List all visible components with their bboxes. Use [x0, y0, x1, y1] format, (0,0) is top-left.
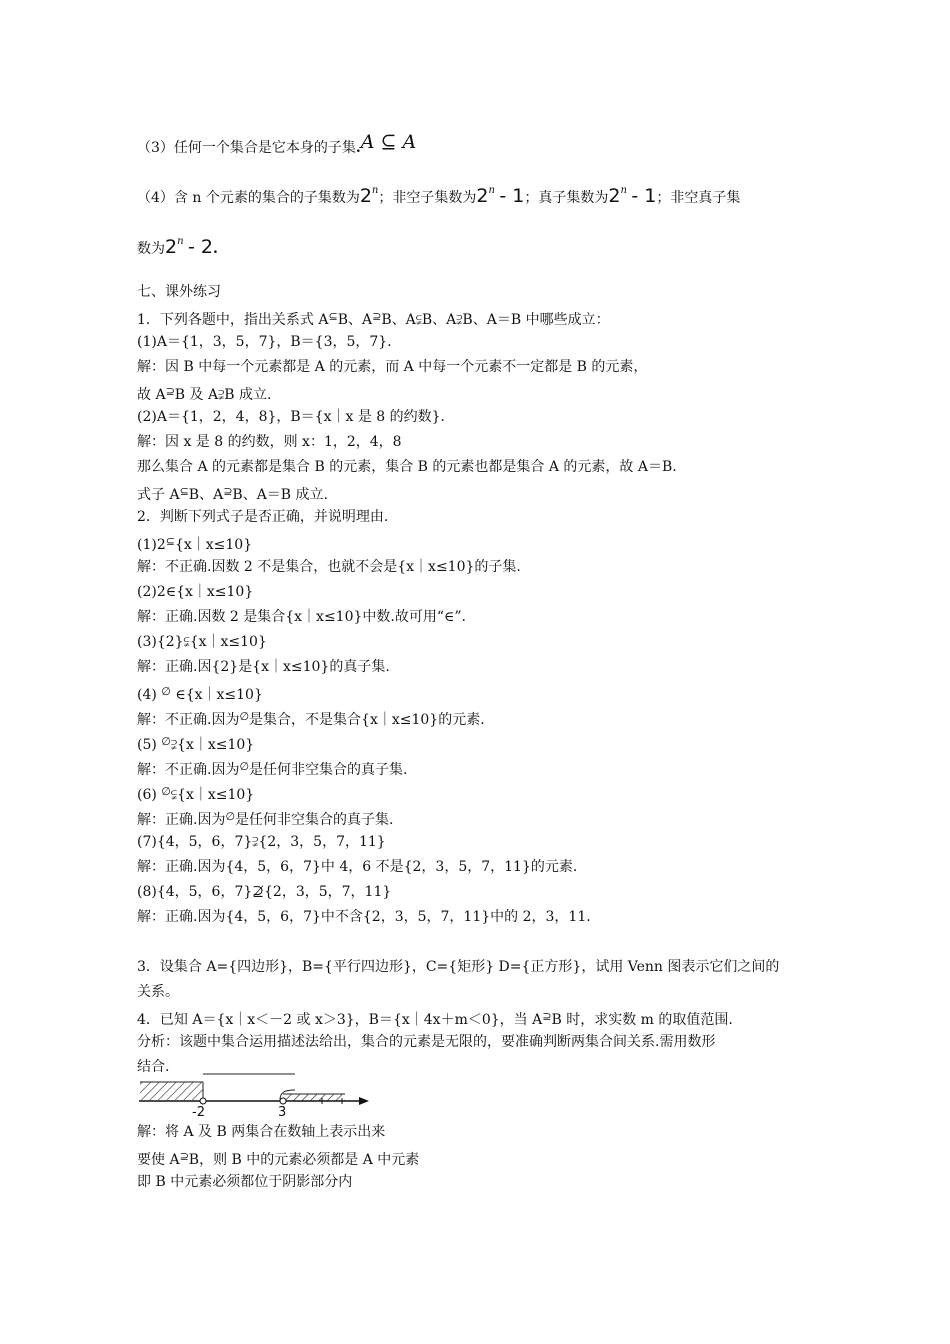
q1-2: (2)A＝{1，2，4，8}，B＝{x｜x 是 8 的约数}． — [137, 409, 455, 425]
text: B、A⫋B、A⫌B、A＝B 中哪些成立： — [381, 312, 610, 328]
q1-line — [137, 307, 610, 330]
q2-5 — [137, 732, 254, 755]
text: ⫌{x｜x≤10} — [170, 737, 255, 753]
q2-1 — [137, 532, 252, 555]
q4-solution-2 — [137, 1147, 419, 1170]
superset-symbol: ⊇ — [223, 485, 233, 498]
text: 式子 A — [137, 487, 180, 503]
subset-symbol: ⊆ — [165, 535, 175, 548]
q1-1: (1)A＝{1，3，5，7}，B＝{3，5，7}． — [137, 334, 402, 350]
text: 故 A — [137, 387, 166, 403]
empty-set-symbol: ∅ — [239, 710, 250, 723]
q3-cont: 关系。 — [137, 984, 179, 1000]
math-a-subset-a: A ⊆ A — [360, 131, 417, 153]
text: B 及 A⫌B 成立. — [174, 387, 272, 403]
text: 是任何非空集合的真子集. — [249, 762, 408, 778]
line-4 — [137, 181, 740, 208]
text: (6) — [137, 787, 157, 803]
q2-2-answer: 解：正确.因数 2 是集合{x｜x≤10}中数.故可用“∈”. — [137, 609, 466, 625]
text: （4）含 n 个元素的集合的子集数为 — [137, 190, 360, 206]
q2-6 — [137, 782, 254, 805]
pow-base: 2 — [165, 236, 178, 258]
period: . — [212, 241, 218, 257]
pow-base: 2 — [608, 185, 621, 207]
empty-set-symbol: ∅ — [161, 785, 171, 798]
text: ；真子集数为 — [524, 190, 609, 206]
text: B，则 B 中的元素必须都是 A 中元素 — [188, 1152, 420, 1168]
number-line-figure — [137, 1070, 377, 1120]
q2-6-answer — [137, 807, 394, 830]
text: B、A — [337, 312, 373, 328]
q4-solution-1: 解：将 A 及 B 两集合在数轴上表示出来 — [137, 1124, 386, 1140]
shaded-region-left — [140, 1082, 203, 1100]
text: 要使 A — [137, 1152, 180, 1168]
pow-base: 2 — [476, 185, 489, 207]
superset-symbol: ⊇ — [179, 1150, 189, 1163]
text: ⫋{x｜x≤10} — [170, 787, 255, 803]
text: 1．下列各题中，指出关系式 A — [137, 312, 329, 328]
q4-analysis-cont: 结合. — [137, 1059, 170, 1075]
text: （3）任何一个集合是它本身的子集 — [137, 140, 356, 156]
text: 是集合，不是集合{x｜x≤10}的元素. — [249, 712, 485, 728]
text: 解：正确.因为 — [137, 812, 226, 828]
q1-1-answer-2 — [137, 382, 271, 405]
q1-2-answer: 解：因 x 是 8 的约数，则 x：1，2，4，8 — [137, 434, 402, 450]
q2-3: (3){2}⫋{x｜x≤10} — [137, 634, 267, 650]
text: ；非空子集数为 — [378, 190, 477, 206]
text: 是任何非空集合的真子集. — [235, 812, 394, 828]
q1-2-answer-3 — [137, 482, 328, 505]
open-point-left — [200, 1098, 206, 1104]
text: ∈{x｜x≤10} — [175, 687, 263, 703]
subset-symbol: ⊆ — [328, 310, 338, 323]
q2-4-answer — [137, 707, 485, 730]
q1-2-answer-2: 那么集合 A 的元素都是集合 B 的元素，集合 B 的元素也都是集合 A 的元素，故 A＝B. — [137, 459, 677, 475]
q2-8-answer: 解：正确.因为{4，5，6，7}中不含{2，3，5，7，11}中的 2，3，11. — [137, 909, 591, 925]
superset-symbol: ⊇ — [372, 310, 382, 323]
empty-set-symbol: ∅ — [161, 685, 171, 698]
empty-set-symbol: ∅ — [239, 760, 250, 773]
minus-one: - 1 — [631, 185, 657, 207]
pow-exp: n — [488, 185, 495, 196]
q2-7-answer: 解：正确.因为{4，5，6，7}中 4，6 不是{2，3，5，7，11}的元素. — [137, 859, 578, 875]
q2-5-answer — [137, 757, 408, 780]
text: 解：不正确.因为 — [137, 762, 240, 778]
q2-3-answer: 解：正确.因{2}是{x｜x≤10}的真子集. — [137, 659, 390, 675]
section-heading: 七、课外练习 — [137, 284, 221, 300]
text: (1)2 — [137, 537, 166, 553]
q2-7: (7){4，5，6，7}⫌{2，3，5，7，11} — [137, 834, 386, 850]
text: B 时，求实数 m 的取值范围. — [551, 1012, 733, 1028]
text: B、A＝B 成立. — [232, 487, 328, 503]
pow-exp: n — [620, 185, 627, 196]
q2-1-answer: 解：不正确.因数 2 不是集合，也就不会是{x｜x≤10}的子集. — [137, 559, 521, 575]
superset-symbol: ⊇ — [165, 385, 175, 398]
subset-symbol: ⊆ — [179, 485, 189, 498]
q1-1-answer: 解：因 B 中每一个元素都是 A 的元素，而 A 中每一个元素不一定都是 B 的元素， — [137, 359, 648, 375]
pow-base: 2 — [359, 185, 372, 207]
minus-one: - 1 — [499, 185, 525, 207]
text: (4) — [137, 687, 157, 703]
minus-two: - 2 — [188, 236, 213, 258]
text: (5) — [137, 737, 157, 753]
q4-analysis: 分析：该题中集合运用描述法给出，集合的元素是无限的，要准确判断两集合间关系.需用数形 — [137, 1034, 716, 1050]
q2: 2．判断下列式子是否正确，并说明理由. — [137, 509, 389, 525]
text: {x｜x≤10} — [174, 537, 253, 553]
line-3 — [137, 132, 416, 158]
shaded-region-right — [280, 1090, 345, 1101]
pow-exp: n — [371, 185, 379, 196]
q2-2: (2)2∈{x｜x≤10} — [137, 584, 254, 600]
superset-symbol: ⊇ — [542, 1010, 552, 1023]
tick-label-right: 3 — [278, 1105, 287, 1120]
line-5 — [137, 232, 218, 259]
q2-8: (8){4，5，6，7}⊉{2，3，5，7，11} — [137, 884, 392, 900]
empty-set-symbol: ∅ — [225, 810, 236, 823]
q4-solution-3: 即 B 中元素必须都位于阴影部分内 — [137, 1174, 353, 1190]
q2-4 — [137, 682, 263, 705]
open-point-right — [280, 1098, 286, 1104]
empty-set-symbol: ∅ — [161, 735, 171, 748]
text: 解：不正确.因为 — [137, 712, 240, 728]
q4 — [137, 1007, 733, 1030]
text: ；非空真子集 — [656, 190, 741, 206]
text: 4．已知 A＝{x｜x＜－2 或 x＞3}，B＝{x｜4x＋m＜0}，当 A — [137, 1012, 543, 1028]
period: . — [355, 140, 361, 156]
text: B、A — [188, 487, 224, 503]
text: 数为 — [137, 241, 165, 257]
pow-exp: n — [177, 236, 184, 247]
q3: 3．设集合 A={四边形}，B={平行四边形}，C={矩形} D={正方形}，试用 Venn 图表示它们之间的 — [137, 959, 780, 975]
axis-arrow — [359, 1097, 369, 1105]
tick-label-left: -2 — [192, 1105, 205, 1120]
